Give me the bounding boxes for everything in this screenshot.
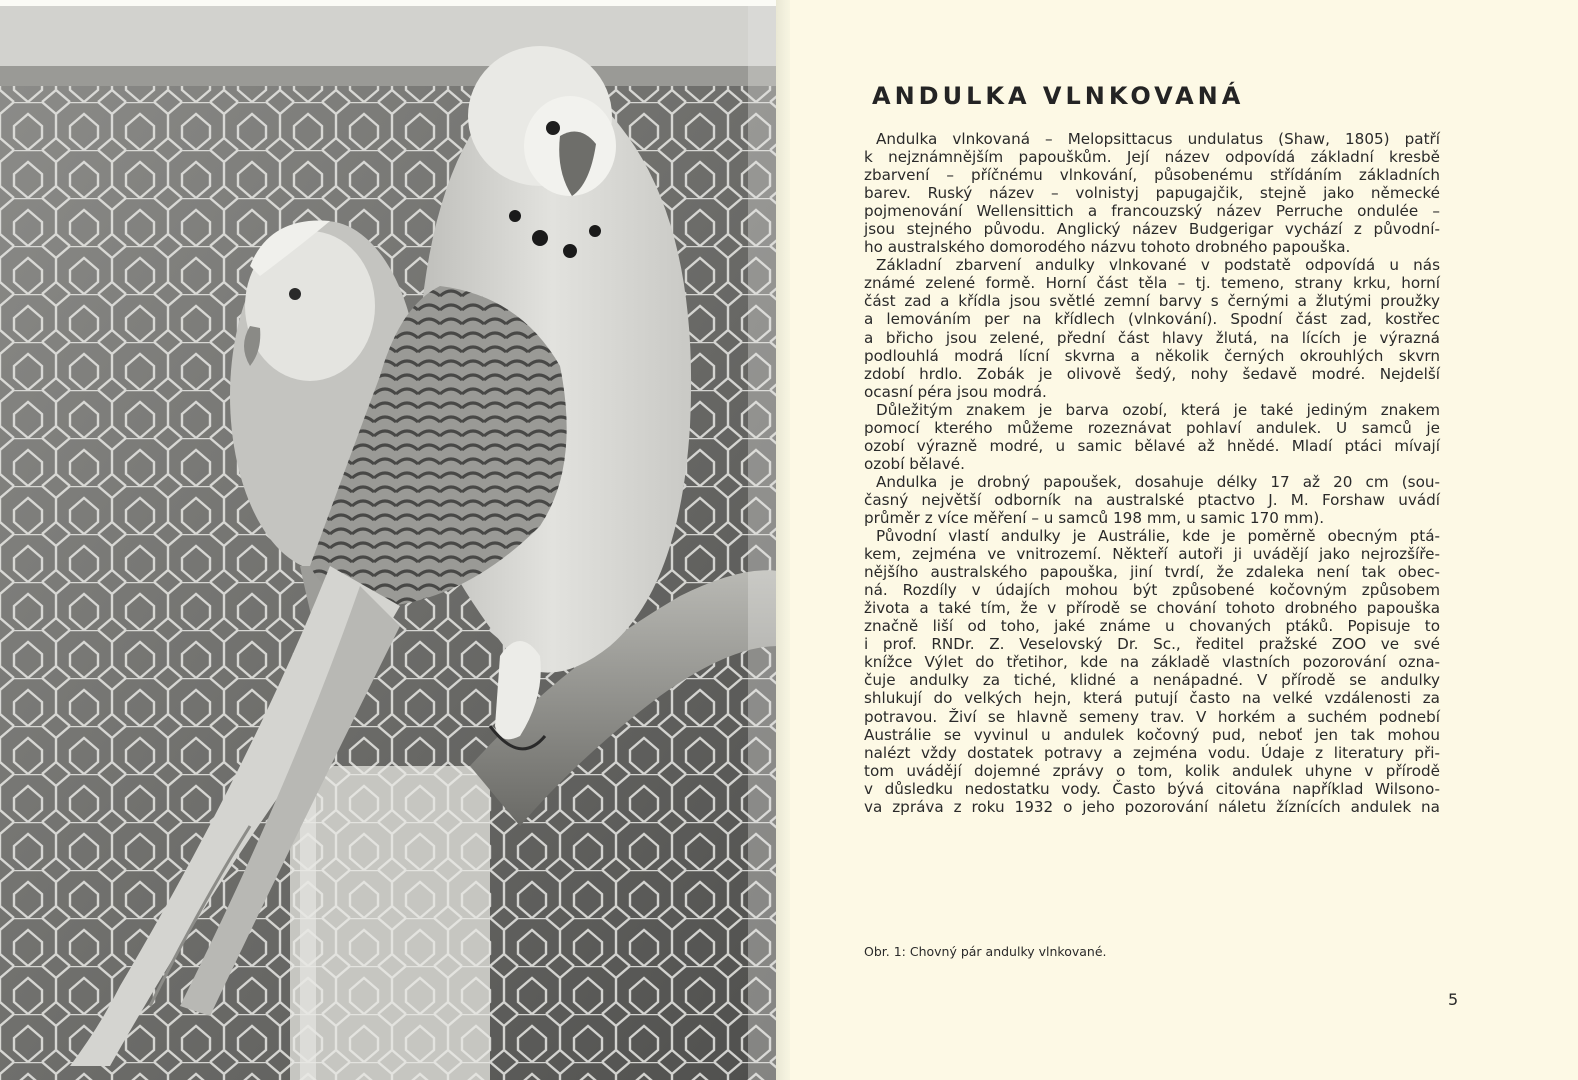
right-page [790, 0, 1578, 1080]
text-line: Důležitým znakem je barva ozobí, která je také jediným znakem [876, 400, 1440, 419]
text-line: Původní vlastí andulky je Austrálie, kde je poměrně obecným ptá- [876, 527, 1440, 546]
text-line: shlukují do velkých hejn, která putují často na velké vzdálenosti za [864, 689, 1440, 708]
text-line: nějšího australského papouška, jiní tvrdí, že zdaleka není tak obec- [864, 563, 1440, 582]
text-line: potravou. Živí se hlavně semeny trav. V horkém a suchém podnebí [864, 707, 1440, 726]
text-line: ozobí bělavé. [864, 454, 965, 473]
text-line: tom uvádějí dojemné zprávy o tom, kolik andulek uhyne v přírodě [864, 761, 1440, 780]
text-line: část zad a křídla jsou světlé zemní barvy s černými a žlutými proužky [864, 292, 1440, 311]
article-body [864, 130, 1440, 816]
text-line: Základní zbarvení andulky vlnkované v podstatě odpovídá u nás [876, 256, 1440, 275]
text-line: ho australského domorodého názvu tohoto drobného papouška. [864, 238, 1351, 257]
text-line: a lemováním per na křídlech (vlnkování). Spodní část zad, kostřec [864, 310, 1440, 329]
text-line: pojmenování Wellensittich a francouzský název Perruche ondulée – [864, 202, 1440, 221]
page-title: ANDULKA VLNKOVANÁ [872, 82, 1245, 110]
text-line: Andulka je drobný papoušek, dosahuje délky 17 až 20 cm (sou- [876, 472, 1440, 491]
text-line: ozobí výrazně modré, u samic bělavé až hnědé. Mladí ptáci mívají [864, 436, 1440, 455]
text-line: nalézt vždy dostatek potravy a zejména vodu. Údaje z literatury při- [864, 743, 1440, 762]
text-line: časný největší odborník na australské ptactvo J. M. Forshaw uvádí [864, 490, 1440, 509]
text-line: va zpráva z roku 1932 o jeho pozorování náletu žíznících andulek na [864, 797, 1440, 816]
text-line: známé zelené formě. Horní část těla – tj. temeno, strany krku, horní [864, 274, 1440, 293]
text-line: značně liší od toho, jaké známe u chovaných ptáků. Popisuje to [864, 617, 1440, 636]
text-line: Austrálie se vyvinul u andulek kočovný pud, neboť jen tak mohou [864, 725, 1440, 744]
text-line: barev. Ruský název – volnistyj papugajčik, stejně jako německé [864, 184, 1440, 203]
text-line: v důsledku nedostatku vody. Často bývá citována například Wilsono- [864, 779, 1440, 798]
text-line: a břicho jsou zelené, přední část hlavy žlutá, na lících je výrazná [864, 328, 1440, 347]
text-line: zdobí hrdlo. Zobák je olivově šedý, nohy šedavě modré. Nejdelší [864, 364, 1440, 383]
text-line: pomocí kterého můžeme rozeznávat pohlaví andulek. U samců je [864, 418, 1440, 437]
text-line: čuje andulky za tiché, klidné a nenápadné. V přírodě se andulky [864, 671, 1440, 690]
text-line: průměr z více měření – u samců 198 mm, u samic 170 mm). [864, 508, 1325, 527]
left-page [0, 0, 778, 1080]
text-line: podlouhlá modrá lícní skvrna a několik černých okrouhlých skvrn [864, 346, 1440, 365]
text-line: kem, zejména ve vnitrozemí. Někteří autoři ji uvádějí jako nejrozšíře- [864, 545, 1440, 564]
page-number: 5 [1448, 990, 1459, 1009]
text-line: zbarvení – příčnému vlnkování, působenému střídáním základních [864, 166, 1440, 185]
text-line: ná. Rozdíly v údajích mohou být způsobené kočovným způsobem [864, 581, 1440, 600]
text-line: jsou stejného původu. Anglický název Budgerigar vychází z původní- [864, 220, 1440, 239]
text-line: života a také tím, že v přírodě se chování tohoto drobného papouška [864, 599, 1440, 618]
budgerigar-photo [0, 6, 778, 1080]
figure-caption: Obr. 1: Chovný pár andulky vlnkované. [864, 944, 1107, 959]
text-line: knížce Výlet do třetihor, kde na základě vlastních pozorování ozna- [864, 653, 1440, 672]
text-line: i prof. RNDr. Z. Veselovský Dr. Sc., ředitel pražské ZOO ve své [864, 635, 1440, 654]
text-line: Andulka vlnkovaná – Melopsittacus undulatus (Shaw, 1805) patří [876, 130, 1440, 148]
text-line: ocasní péra jsou modrá. [864, 382, 1047, 401]
text-line: k nejznámnějším papouškům. Její název odpovídá základní kresbě [864, 148, 1440, 167]
